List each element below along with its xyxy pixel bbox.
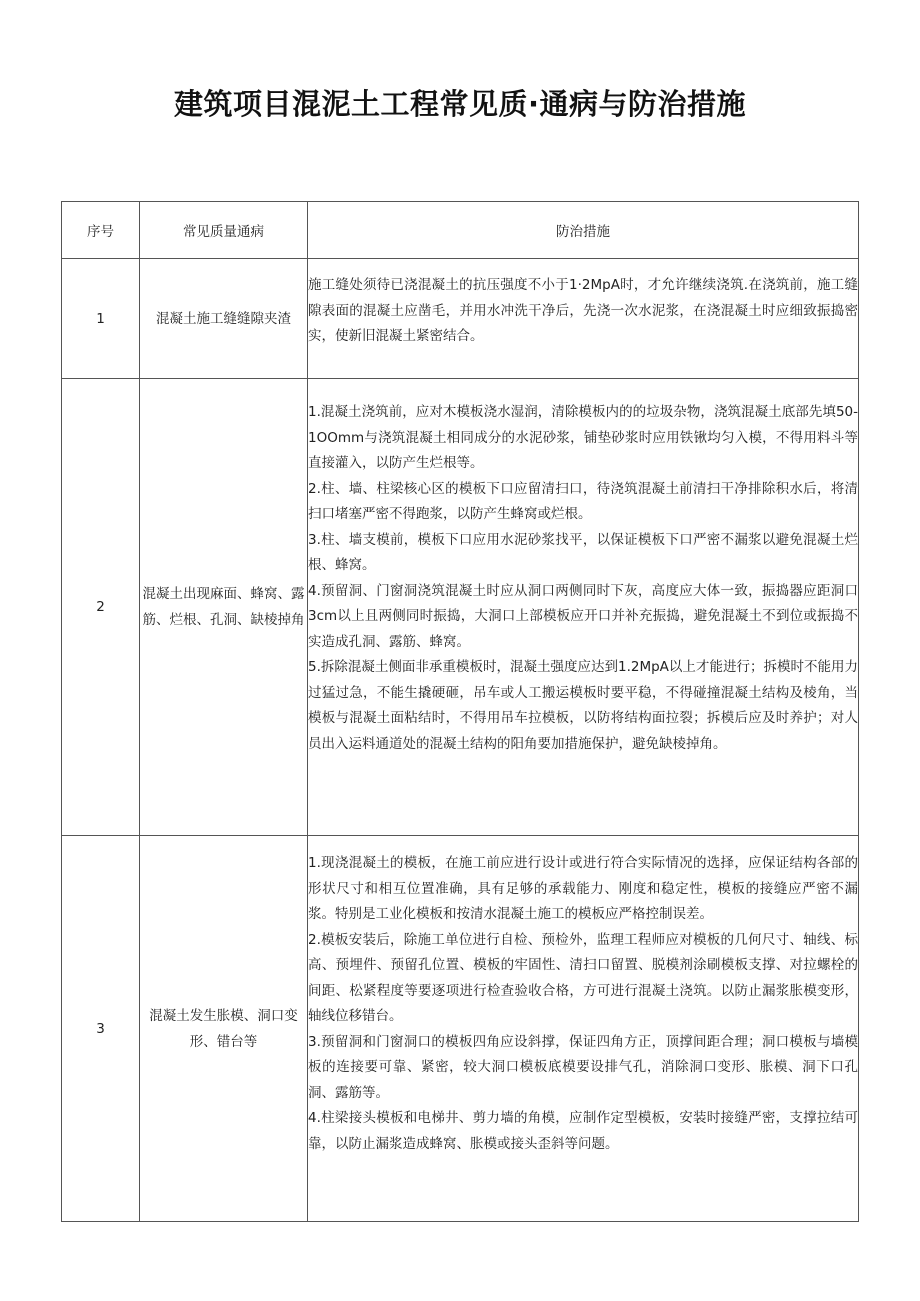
row-issue: 混凝土施工缝缝隙夹渣 [140,259,308,379]
measure-paragraph: 施工缝处须待已浇混凝土的抗压强度不小于1·2MpA时，才允许继续浇筑.在浇筑前，施工缝隙表面的混凝土应凿毛，并用水冲洗干净后，先浇一次水泥浆，在浇混凝土时应细致振捣密实，使新旧混凝土紧密结合。 [308,277,858,344]
row-measures [308,379,859,836]
measure-paragraph: 2.柱、墙、柱梁核心区的模板下口应留清扫口，待浇筑混凝土前清扫干净排除积水后，将清扫口堵塞严密不得跑浆，以防产生蜂窝或烂根。 [308,480,858,522]
measure-paragraph: 3.柱、墙支模前，模板下口应用水泥砂浆找平，以保证模板下口严密不漏浆以避免混凝土烂根、蜂窝。 [308,531,858,573]
measure-paragraph: 5.拆除混凝土侧面非承重模板时，混凝土强度应达到1.2MpA以上才能进行；拆模时不能用力过猛过急，不能生撬硬砸，吊车或人工搬运模板时要平稳，不得碰撞混凝土结构及棱角，当模板与混凝土面粘结时，不得用吊车拉模板，以防将结构面拉裂；拆模后应及时养护；对人员出入运料通道处的混凝土结构的阳角要加措施保护，避免缺棱掉角。 [308,659,858,752]
table-row [62,379,859,836]
row-measures [308,836,859,1222]
row-number: 3 [62,836,140,1222]
defects-table [61,201,859,1222]
row-measures [308,259,859,379]
header-measure: 防治措施 [308,202,859,259]
measure-paragraph: 1.现浇混凝土的模板，在施工前应进行设计或进行符合实际情况的选择，应保证结构各部的形状尺寸和相互位置准确，具有足够的承载能力、刚度和稳定性，模板的接缝应严密不漏浆。特别是工业化模板和按清水混凝土施工的模板应严格控制误差。 [308,855,858,922]
row-number: 2 [62,379,140,836]
measure-paragraph: 2.模板安装后，除施工单位进行自检、预检外，监理工程师应对模板的几何尺寸、轴线、标高、预埋件、预留孔位置、模板的牢固性、清扫口留置、脱模剂涂刷模板支撑、对拉螺栓的间距、松紧程度等要逐项进行检查验收合格，方可进行混凝土浇筑。以防止漏浆胀模变形，轴线位移错台。 [308,931,858,1024]
table-row [62,836,859,1222]
row-issue: 混凝土出现麻面、蜂窝、露筋、烂根、孔洞、缺棱掉角 [140,379,308,836]
table-row [62,259,859,379]
row-issue: 混凝土发生胀模、洞口变形、错台等 [140,836,308,1222]
measure-paragraph: 1.混凝土浇筑前，应对木模板浇水湿润，清除模板内的的垃圾杂物，浇筑混凝土底部先填50-1OOmm与浇筑混凝土相同成分的水泥砂浆，铺垫砂浆时应用铁锹均匀入模，不得用料斗等直接灌入，以防产生烂根等。 [308,404,858,471]
measure-paragraph: 4.柱梁接头模板和电梯井、剪力墙的角模，应制作定型模板，安装时接缝严密，支撑拉结可靠，以防止漏浆造成蜂窝、胀模或接头歪斜等问题。 [308,1110,858,1152]
table-header-row [62,202,859,259]
header-issue: 常见质量通病 [140,202,308,259]
measure-paragraph: 4.预留洞、门窗洞浇筑混凝土时应从洞口两侧同时下灰，高度应大体一致，振捣器应距洞口3cm以上且两侧同时振捣，大洞口上部模板应开口并补充振捣，避免混凝土不到位或振捣不实造成孔洞、露筋、蜂窝。 [308,582,858,650]
page-title: 建筑项目混泥土工程常见质·通病与防治措施 [173,87,747,121]
header-no: 序号 [62,202,140,259]
row-number: 1 [62,259,140,379]
measure-paragraph: 3.预留洞和门窗洞口的模板四角应设斜撑，保证四角方正，顶撑间距合理；洞口模板与墙模板的连接要可靠、紧密，较大洞口模板底模要设排气孔，消除洞口变形、胀模、洞下口孔洞、露筋等。 [308,1033,858,1101]
